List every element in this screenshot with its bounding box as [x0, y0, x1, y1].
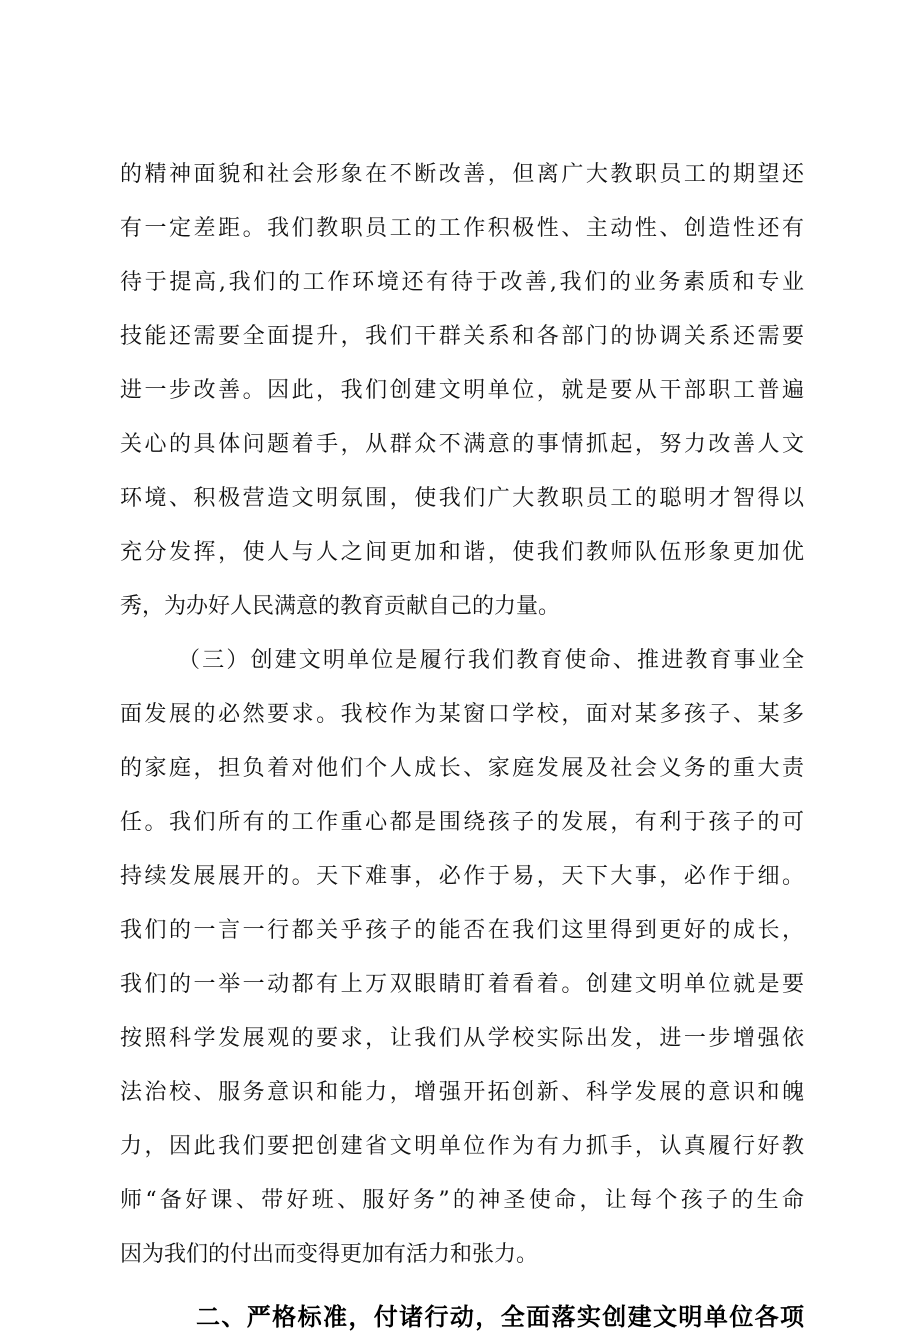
paragraph-line: 我们的一言一行都关乎孩子的能否在我们这里得到更好的成长， [120, 918, 804, 943]
paragraph-line: 法治校、服务意识和能力，增强开拓创新、科学发展的意识和魄 [120, 1080, 804, 1105]
section-heading: 二、严格标准，付诸行动，全面落实创建文明单位各项 [196, 1303, 804, 1331]
paragraph-1 [120, 148, 804, 634]
paragraph-line: 秀，为办好人民满意的教育贡献自己的力量。 [120, 594, 561, 619]
paragraph-line: 面发展的必然要求。我校作为某窗口学校，面对某多孩子、某多 [120, 702, 804, 727]
document-body [120, 148, 804, 1344]
paragraph-line: 因为我们的付出而变得更加有活力和张力。 [120, 1242, 539, 1267]
paragraph-line: 进一步改善。因此，我们创建文明单位，就是要从干部职工普遍 [120, 378, 804, 403]
paragraph-2 [120, 634, 804, 1282]
paragraph-line: 环境、积极营造文明氛围，使我们广大教职员工的聪明才智得以 [120, 486, 804, 511]
paragraph-line: 师“备好课、带好班、服好务”的神圣使命，让每个孩子的生命 [120, 1188, 804, 1213]
paragraph-line: 持续发展展开的。天下难事，必作于易，天下大事，必作于细。 [120, 864, 804, 889]
paragraph-line: 任。我们所有的工作重心都是围绕孩子的发展，有利于孩子的可 [120, 810, 804, 835]
paragraph-line: 的家庭，担负着对他们个人成长、家庭发展及社会义务的重大责 [120, 756, 804, 781]
paragraph-line: 力，因此我们要把创建省文明单位作为有力抓手，认真履行好教 [120, 1134, 804, 1159]
paragraph-line: 有一定差距。我们教职员工的工作积极性、主动性、创造性还有 [120, 216, 804, 241]
paragraph-line: 技能还需要全面提升，我们干群关系和各部门的协调关系还需要 [120, 324, 804, 349]
paragraph-line: 按照科学发展观的要求，让我们从学校实际出发，进一步增强依 [120, 1026, 804, 1051]
paragraph-line: 我们的一举一动都有上万双眼睛盯着看着。创建文明单位就是要 [120, 972, 804, 997]
paragraph-line: （三）创建文明单位是履行我们教育使命、推进教育事业全 [178, 648, 804, 673]
paragraph-line: 充分发挥，使人与人之间更加和谐，使我们教师队伍形象更加优 [120, 540, 804, 565]
paragraph-line: 关心的具体问题着手，从群众不满意的事情抓起，努力改善人文 [120, 432, 804, 457]
paragraph-line: 待于提高,我们的工作环境还有待于改善,我们的业务素质和专业 [120, 270, 804, 295]
paragraph-line: 的精神面貌和社会形象在不断改善，但离广大教职员工的期望还 [120, 162, 804, 187]
